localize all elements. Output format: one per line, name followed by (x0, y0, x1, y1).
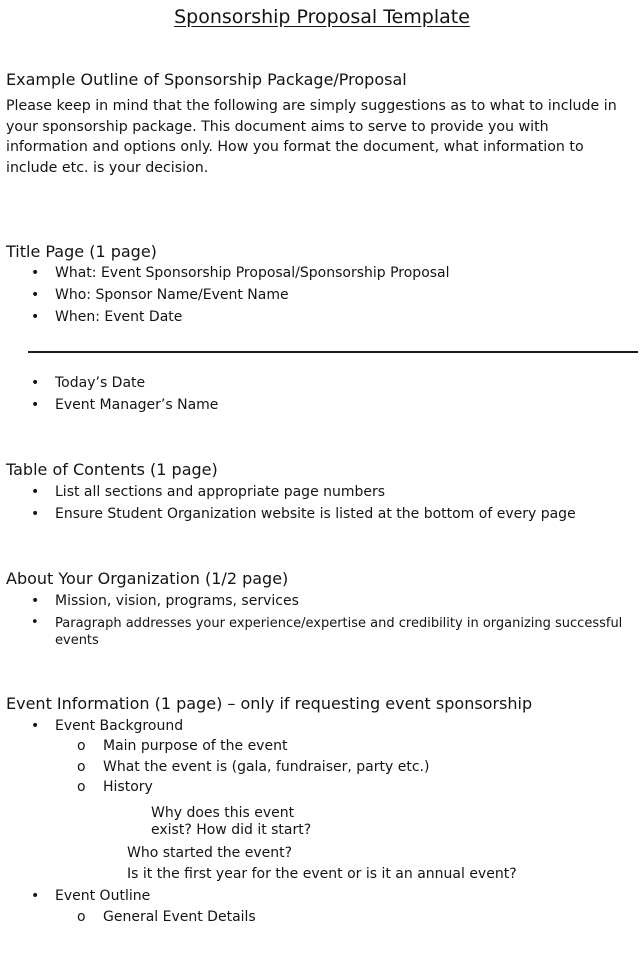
outline-paragraph (6, 96, 631, 178)
sub-bullet-icon: o (77, 909, 86, 925)
list-item-line: events (55, 633, 99, 648)
bullet-icon: • (31, 506, 40, 522)
history-line: Why does this event (151, 805, 295, 821)
list-item-text: Today’s Date (55, 375, 146, 391)
bullet-icon: • (31, 484, 40, 500)
list-item-line: Paragraph addresses your experience/expertise and credibility in organizing successful (55, 616, 623, 631)
list-item-text: Who: Sponsor Name/Event Name (55, 287, 289, 303)
page-title: Sponsorship Proposal Template (174, 6, 470, 28)
title-page-heading: Title Page (1 page) (6, 242, 157, 261)
outline-heading: Example Outline of Sponsorship Package/Proposal (6, 70, 407, 89)
outline-line: include etc. is your decision. (6, 159, 209, 176)
history-question: Who started the event? (127, 845, 293, 861)
sub-list-item-text: What the event is (gala, fundraiser, party etc.) (103, 759, 430, 775)
sub-list-item-text: History (103, 779, 153, 795)
sub-list-item-text: General Event Details (103, 909, 256, 925)
horizontal-rule (28, 351, 638, 353)
bullet-icon: • (31, 309, 40, 325)
bullet-icon: • (31, 375, 40, 391)
sub-bullet-icon: o (77, 759, 86, 775)
list-item-text: What: Event Sponsorship Proposal/Sponsorship Proposal (55, 265, 450, 281)
list-item-text: Mission, vision, programs, services (55, 593, 299, 609)
list-item-text: Ensure Student Organization website is listed at the bottom of every page (55, 506, 576, 522)
bullet-icon: • (31, 397, 40, 413)
bullet-icon: • (31, 265, 40, 281)
outline-line: information and options only. How you format the document, what information to (6, 139, 584, 155)
list-item-text: Event Background (55, 718, 184, 734)
about-heading: About Your Organization (1/2 page) (6, 569, 289, 588)
list-item-text: Event Outline (55, 888, 151, 904)
toc-heading: Table of Contents (1 page) (6, 460, 218, 479)
list-item-text: Event Manager’s Name (55, 397, 219, 413)
event-info-heading: Event Information (1 page) – only if requesting event sponsorship (6, 694, 533, 713)
list-item-text (55, 615, 622, 649)
history-line: exist? How did it start? (151, 822, 312, 838)
outline-line: Please keep in mind that the following are simply suggestions as to what to include in (6, 98, 617, 114)
list-item-text: When: Event Date (55, 309, 183, 325)
sub-list-item-text: Main purpose of the event (103, 738, 288, 754)
bullet-icon: • (31, 615, 39, 630)
history-question (151, 805, 311, 839)
sub-bullet-icon: o (77, 738, 86, 754)
bullet-icon: • (31, 718, 40, 734)
list-item-text: List all sections and appropriate page numbers (55, 484, 386, 500)
outline-line: your sponsorship package. This document aims to serve to provide you with (6, 118, 549, 135)
history-question: Is it the first year for the event or is it an annual event? (127, 866, 517, 882)
bullet-icon: • (31, 888, 40, 904)
bullet-icon: • (31, 593, 40, 609)
sub-bullet-icon: o (77, 779, 86, 795)
bullet-icon: • (31, 287, 40, 303)
